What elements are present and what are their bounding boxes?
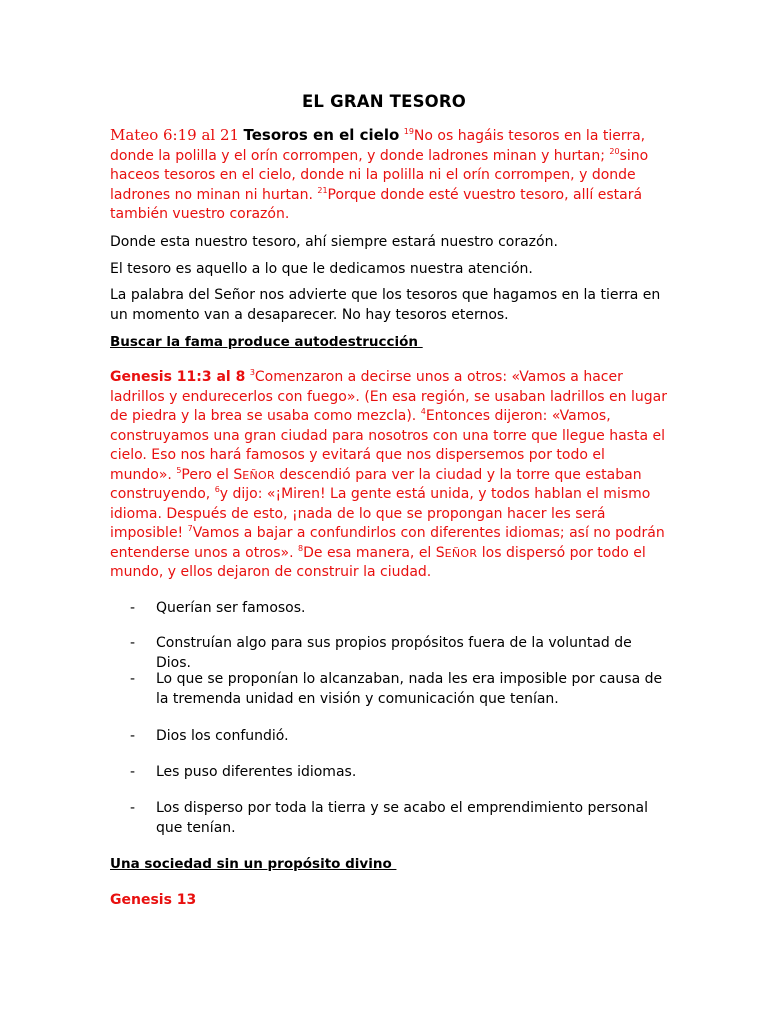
paragraph-3: La palabra del Señor nos advierte que los tesoros que hagamos en la tierra en un momento van a desaparecer. No hay tesoros eternos. [110,287,661,323]
verse-19: No os hagáis tesoros en la tierra, donde la polilla y el orín corrompen, y donde ladrones minan y hurtan; [110,128,646,164]
verse-number-8: 8 [298,543,304,553]
bullet-text: Querían ser famosos. [156,600,306,616]
mateo-reference: Mateo 6:19 al 21 [110,126,240,144]
section-heading-sociedad: Una sociedad sin un propósito divino [110,856,397,872]
verse-number-21: 21 [317,185,328,195]
senor-initial-2: S [435,544,445,561]
verse-6: y dijo: «¡Miren! La gente está unida, y todos hablan el mismo idioma. Después de esto, ¡nada de lo que se propongan hacer les será imposible! [110,486,651,541]
verse-21: Porque donde esté vuestro tesoro, allí estará también vuestro corazón. [110,186,643,222]
senor-smallcaps-2: EÑOR [444,546,478,560]
verse-8-start: De esa manera, el [303,544,436,561]
bullet-text: Les puso diferentes idiomas. [156,764,357,780]
genesis-13-reference: Genesis 13 [110,892,197,908]
verse-4: Entonces dijeron: «Vamos, construyamos una gran ciudad para nosotros con una torre que llegue hasta el cielo. Eso nos hará famosos y evitará que nos dispersemos por todo el mundo». [110,408,665,483]
bullet-dash: - [130,764,136,780]
verse-5-end: descendió para ver la ciudad y la torre que estaban construyendo, [110,466,642,502]
bullet-text: Construían algo para sus propios propósitos fuera de la voluntad de Dios. [156,635,632,671]
mateo-passage [110,126,670,225]
verse-7: Vamos a bajar a confundirlos con diferentes idiomas; así no podrán entenderse unos a otros». [110,525,665,561]
bullet-dash: - [130,800,136,816]
bullet-text: Lo que se proponían lo alcanzaban, nada les era imposible por causa de la tremenda unidad en visión y comunicación que tenían. [156,671,663,707]
verse-number-19: 19 [403,127,414,136]
verse-8-end: los dispersó por todo el mundo, y ellos dejaron de construir la ciudad. [110,544,646,580]
verse-number-7: 7 [187,524,193,533]
verse-number-5: 5 [176,465,182,475]
verse-number-3: 3 [249,368,255,377]
section-heading-fama: Buscar la fama produce autodestrucción [110,334,423,350]
verse-number-20: 20 [609,146,620,156]
senor-smallcaps: EÑOR [242,468,275,482]
verse-20: sino haceos tesoros en el cielo, donde ni la polilla ni el orín corrompen, y donde ladrones no minan ni hurtan. [110,147,649,203]
senor-initial: S [233,466,243,483]
verse-3: Comenzaron a decirse unos a otros: «Vamos a hacer ladrillos y endurecerlos con fuego». (En esa región, se usaban ladrillos en lugar de piedra y la brea se usaba como mezcla). [110,369,667,424]
verse-number-6: 6 [214,485,220,494]
bullet-dash: - [130,671,136,687]
verse-5-start: Pero el [181,466,234,483]
genesis-11-passage [110,368,670,583]
bullet-text: Los disperso por toda la tierra y se acabo el emprendimiento personal que tenían. [156,800,648,836]
bullet-text: Dios los confundió. [156,728,289,744]
bullet-dash: - [130,728,136,744]
bullet-dash: - [130,635,136,651]
paragraph-2: El tesoro es aquello a lo que le dedicamos nuestra atención. [110,261,533,277]
document-title: EL GRAN TESORO [301,92,467,111]
genesis-11-reference: Genesis 11:3 al 8 [110,369,246,385]
bullet-dash: - [130,600,136,616]
mateo-heading: Tesoros en el cielo [243,126,400,144]
verse-number-4: 4 [420,407,426,416]
paragraph-1: Donde esta nuestro tesoro, ahí siempre estará nuestro corazón. [110,234,558,250]
